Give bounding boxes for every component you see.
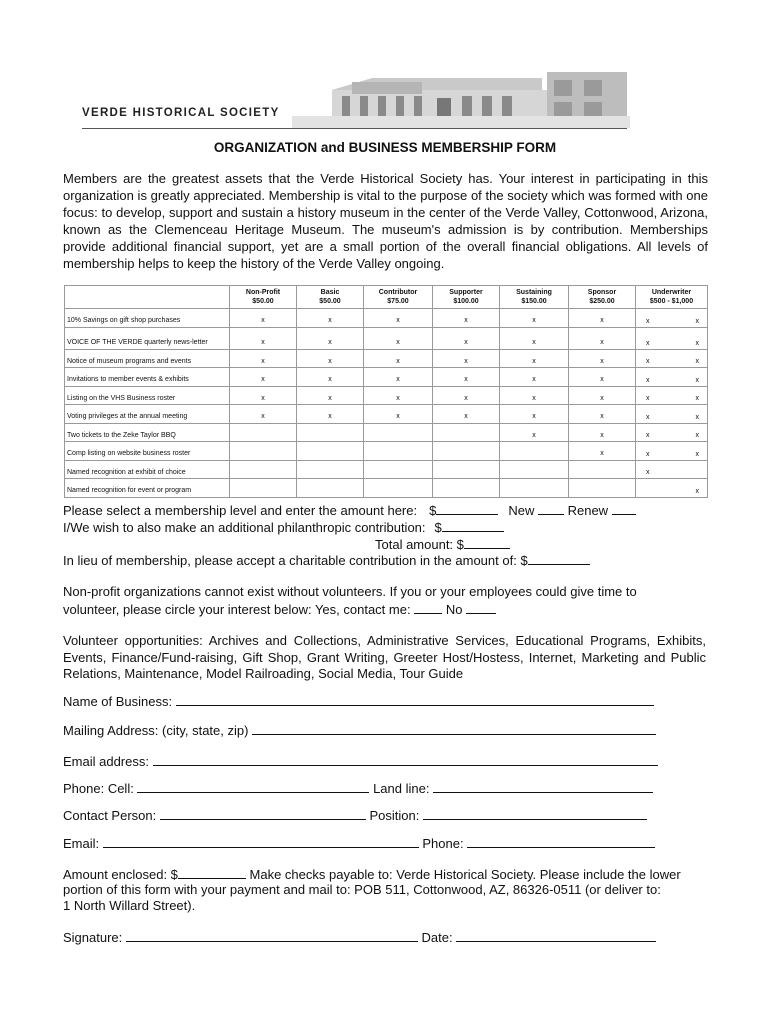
benefit-mark: x [433,405,500,424]
table-row [65,479,708,498]
contact-person-field[interactable] [160,807,366,820]
benefit-mark: x [433,309,500,328]
payment-line-3: 1 North Willard Street). [63,898,196,913]
volunteer-line-2: volunteer, please circle your interest below: Yes, contact me: No [63,601,496,617]
level-header: Non-Profit $50.00 [230,286,297,309]
benefit-mark: x [364,405,433,424]
charitable-line: In lieu of membership, please accept a charitable contribution in the amount of: $ [63,552,590,568]
table-row [65,442,708,461]
benefit-mark: x [230,368,297,387]
benefit-mark: x [500,349,569,368]
benefit-mark [297,460,364,479]
benefit-mark: x [297,386,364,405]
phone-field[interactable] [467,835,655,848]
contact-row: Contact Person: Position: [63,807,647,823]
benefit-mark: x [230,327,297,349]
benefit-mark: x [297,368,364,387]
benefit-mark: x [500,423,569,442]
benefit-label: Invitations to member events & exhibits [65,368,230,387]
underwriter-mark-left: x [646,450,650,458]
benefit-mark [433,423,500,442]
benefit-label: Listing on the VHS Business roster [65,386,230,405]
benefit-mark: x [569,386,636,405]
underwriter-mark [636,349,708,368]
underwriter-mark-right: x [695,339,699,347]
benefit-mark: x [230,349,297,368]
benefit-mark: x [569,423,636,442]
table-header-row [65,286,708,309]
benefit-mark [500,442,569,461]
underwriter-mark-right: x [695,487,699,495]
benefit-mark: x [230,386,297,405]
renew-field[interactable] [612,502,636,515]
benefit-mark: x [500,368,569,387]
level-header: Basic $50.00 [297,286,364,309]
underwriter-mark-right: x [695,317,699,325]
underwriter-mark-left: x [646,432,650,439]
benefit-mark [569,479,636,498]
underwriter-mark [636,442,708,461]
phone-row: Phone: Cell: Land line: [63,780,653,796]
philanthropic-amount-field[interactable] [442,519,504,532]
table-row [65,423,708,442]
underwriter-mark-right: x [695,395,699,402]
benefit-label: Notice of museum programs and events [65,349,230,368]
table-row [65,368,708,387]
benefit-mark [569,460,636,479]
cell-phone-field[interactable] [137,780,369,793]
benefit-mark [433,460,500,479]
level-header: Sponsor $250.00 [569,286,636,309]
benefit-mark: x [230,309,297,328]
level-amount-field[interactable] [436,502,498,515]
benefit-mark: x [433,386,500,405]
benefit-mark: x [364,309,433,328]
benefit-header [65,286,230,309]
benefit-mark [433,479,500,498]
table-row [65,309,708,328]
membership-table [64,285,708,498]
email-field[interactable] [103,835,419,848]
underwriter-mark [636,368,708,387]
no-field[interactable] [466,601,496,614]
underwriter-mark [636,386,708,405]
benefit-mark [230,479,297,498]
level-header: Contributor $75.00 [364,286,433,309]
level-header: Supporter $100.00 [433,286,500,309]
table-row [65,349,708,368]
org-name: VERDE HISTORICAL SOCIETY [82,107,280,119]
benefit-mark [364,460,433,479]
volunteer-line-1: Non-profit organizations cannot exist without volunteers. If you or your employees could give time to [63,584,637,599]
volunteer-opportunities: Volunteer opportunities: Archives and Collections, Administrative Services, Educational Programs, Exhibits, Events, Finance/Fund-raising, Gift Shop, Grant Writing, Greeter Host/Hostess, Internet, Marketing and Public Relations, Maintenance, Model Railroading, Social Media, Tour Guide [63,633,706,682]
level-header: Underwriter $500 - $1,000 [636,286,708,309]
benefit-mark [364,423,433,442]
total-amount-field[interactable] [464,536,510,549]
benefit-mark: x [433,349,500,368]
email-row: Email: Phone: [63,835,655,851]
benefit-mark [433,442,500,461]
benefit-mark: x [569,442,636,461]
benefit-mark [364,479,433,498]
benefit-mark: x [500,327,569,349]
benefit-mark: x [230,405,297,424]
benefit-mark [230,442,297,461]
benefit-mark: x [569,309,636,328]
date-field[interactable] [456,929,656,942]
level-header: Sustaining $150.00 [500,286,569,309]
underwriter-mark [636,309,708,328]
signature-row: Signature: Date: [63,929,656,945]
underwriter-mark-left: x [646,469,650,476]
underwriter-mark [636,327,708,349]
benefit-mark: x [433,327,500,349]
benefit-mark: x [297,349,364,368]
table-row [65,386,708,405]
charitable-amount-field[interactable] [528,552,590,565]
benefit-mark: x [569,368,636,387]
underwriter-mark-left: x [646,358,650,365]
benefit-mark: x [500,386,569,405]
table-row [65,405,708,424]
benefit-mark: x [433,368,500,387]
letterhead [60,66,630,134]
benefit-mark: x [569,327,636,349]
position-field[interactable] [423,807,647,820]
payment-line-2: portion of this form with your payment and mail to: POB 511, Cottonwood, AZ, 86326-0511 (or deliver to: [63,882,661,897]
benefit-mark [500,479,569,498]
underwriter-mark-left: x [646,395,650,402]
underwriter-mark-left: x [646,413,650,421]
payment-line-1: Amount enclosed: $ Make checks payable to: Verde Historical Society. Please include the lower [63,867,681,882]
land-line-field[interactable] [433,780,653,793]
email-address-field[interactable] [153,753,658,766]
business-name-field[interactable] [176,693,654,706]
benefit-mark: x [500,405,569,424]
underwriter-mark-right: x [695,450,699,458]
benefit-mark: x [569,405,636,424]
benefit-mark: x [364,386,433,405]
benefit-label: Comp listing on website business roster [65,442,230,461]
underwriter-mark-left: x [646,376,650,384]
benefit-mark [297,423,364,442]
underwriter-mark-left: x [646,317,650,325]
underwriter-mark-right: x [695,358,699,365]
table-row [65,460,708,479]
benefit-mark: x [364,368,433,387]
benefit-mark: x [297,309,364,328]
mailing-row: Mailing Address: (city, state, zip) [63,722,656,738]
underwriter-mark-right: x [695,376,699,384]
philanthropic-line: I/We wish to also make an additional philanthropic contribution: $ [63,519,504,535]
benefit-mark [297,442,364,461]
amount-enclosed-field[interactable] [178,866,246,879]
museum-building-image [292,70,630,128]
table-row [65,327,708,349]
select-level-line: Please select a membership level and enter the amount here: $ New Renew [63,502,636,518]
business-row: Name of Business: [63,693,654,709]
underwriter-mark [636,460,708,479]
header-rule [82,128,627,129]
benefit-mark: x [569,349,636,368]
benefit-label: Two tickets to the Zeke Taylor BBQ [65,423,230,442]
benefit-mark [297,479,364,498]
underwriter-mark [636,405,708,424]
email-address-row: Email address: [63,753,658,769]
underwriter-mark-right: x [695,413,699,421]
benefit-label: Named recognition at exhibit of choice [65,460,230,479]
benefit-mark [364,442,433,461]
yes-contact-field[interactable] [414,601,442,614]
intro-paragraph: Members are the greatest assets that the Verde Historical Society has. Your interest in participating in this organization is greatly appreciated. Membership is vital to the purpose of the society which was formed with one focus: to develop, support and sustain a history museum in the center of the Verde Valley, Cottonwood, Arizona, known as the Clemenceau Heritage Museum. The museum's admission is by contribution. Memberships provide additional financial support, yet are a small portion of the overall financial obligations. All levels of membership helps to keep the history of the Verde Valley ongoing. [63,171,708,271]
benefit-mark: x [297,405,364,424]
benefit-mark [230,460,297,479]
benefit-label: 10% Savings on gift shop purchases [65,309,230,328]
underwriter-mark [636,423,708,442]
benefit-label: Named recognition for event or program [65,479,230,498]
total-line: Total amount: $ [375,536,510,552]
benefit-label: VOICE OF THE VERDE quarterly news-letter [65,327,230,349]
benefit-mark: x [364,349,433,368]
benefit-mark: x [297,327,364,349]
underwriter-mark-left: x [646,339,650,347]
benefit-mark: x [500,309,569,328]
benefit-mark: x [364,327,433,349]
benefit-mark [230,423,297,442]
mailing-address-field[interactable] [252,722,656,735]
underwriter-mark [636,479,708,498]
new-field[interactable] [538,502,564,515]
form-title: ORGANIZATION and BUSINESS MEMBERSHIP FORM [213,140,557,155]
benefit-label: Voting privileges at the annual meeting [65,405,230,424]
underwriter-mark-right: x [695,432,699,439]
signature-field[interactable] [126,929,418,942]
benefit-mark [500,460,569,479]
